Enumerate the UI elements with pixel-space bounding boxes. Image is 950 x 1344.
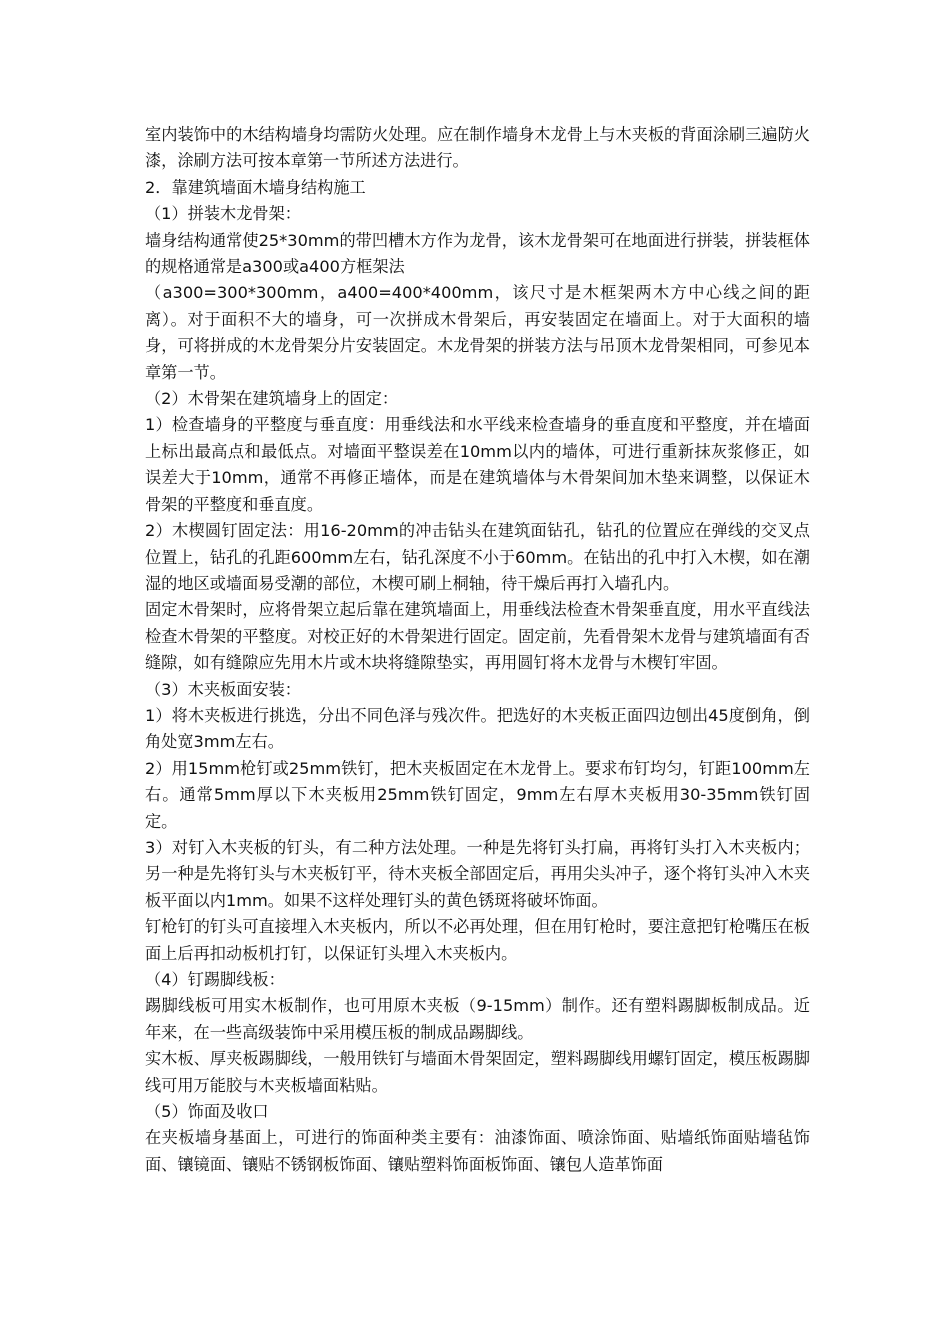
paragraph: 踢脚线板可用实木板制作，也可用原木夹板（9-15mm）制作。还有塑料踢脚板制成品。近年来，在一些高级装饰中采用模压板的制成品踢脚线。 (145, 996, 810, 1042)
paragraph: 实木板、厚夹板踢脚线，一般用铁钉与墙面木骨架固定，塑料踢脚线用螺钉固定，模压板踢脚线可用万能胶与木夹板墙面粘贴。 (145, 1049, 810, 1095)
paragraph: 2）木楔圆钉固定法：用16-20mm的冲击钻头在建筑面钻孔，钻孔的位置应在弹线的交叉点位置上，钻孔的孔距600mm左右，钻孔深度不小于60mm。在钻出的孔中打入木楔，如在潮湿的地区或墙面易受潮的部位，木楔可刷上桐轴，待干燥后再打入墙孔内。 (145, 521, 810, 593)
paragraph: 1）将木夹板进行挑选，分出不同色泽与残次件。把选好的木夹板正面四边刨出45度倒角，倒角处宽3mm左右。 (145, 705, 810, 752)
paragraph: 墙身结构通常使25*30mm的带凹槽木方作为龙骨，该木龙骨架可在地面进行拼装，拼装框体的规格通常是a300或a400方框架法 (145, 230, 810, 277)
document-body (145, 122, 810, 1178)
subheading-1: （1）拼装木龙骨架： (145, 204, 301, 224)
subheading-3: （3）木夹板面安装： (145, 679, 301, 699)
subheading-5: （5）饰面及收口 (145, 1102, 269, 1122)
paragraph: 在夹板墙身基面上，可进行的饰面种类主要有：油漆饰面、喷涂饰面、贴墙纸饰面贴墙毡饰面、镶镜面、镶贴不锈钢板饰面、镶贴塑料饰面板饰面、镶包人造革饰面 (145, 1128, 810, 1174)
paragraph: 2）用15mm枪钉或25mm铁钉，把木夹板固定在木龙骨上。要求布钉均匀，钉距100mm左右。通常5mm厚以下木夹板用25mm铁钉固定，9mm左右厚木夹板用30-35mm铁钉固定。 (145, 758, 810, 831)
subheading-2: （2）木骨架在建筑墙身上的固定： (145, 389, 399, 409)
section-heading-2: 2．靠建筑墙面木墙身结构施工 (145, 177, 366, 197)
paragraph: 1）检查墙身的平整度与垂直度：用垂线法和水平线来检查墙身的垂直度和平整度，并在墙面上标出最高点和最低点。对墙面平整误差在10mm以内的墙体，可进行重新抹灰浆修正，如误差大于10mm，通常不再修正墙体，而是在建筑墙体与木骨架间加木垫来调整，以保证木骨架的平整度和垂直度。 (145, 415, 810, 514)
subheading-4: （4）钉踢脚线板： (145, 970, 285, 989)
paragraph: （a300=300*300mm，a400=400*400mm，该尺寸是木框架两木方中心线之间的距离）。对于面积不大的墙身，可一次拼成木骨架后，再安装固定在墙面上。对于大面积的墙身，可将拼成的木龙骨架分片安装固定。木龙骨架的拼装方法与吊顶木龙骨架相同，可参见本章第一节。 (145, 283, 810, 382)
paragraph: 固定木骨架时，应将骨架立起后靠在建筑墙面上，用垂线法检查木骨架垂直度，用水平直线法检查木骨架的平整度。对校正好的木骨架进行固定。固定前，先看骨架木龙骨与建筑墙面有否缝隙，如有缝隙应先用木片或木块将缝隙垫实，再用圆钉将木龙骨与木楔钉牢固。 (145, 600, 810, 673)
paragraph-intro: 室内装饰中的木结构墙身均需防火处理。应在制作墙身木龙骨上与木夹板的背面涂刷三遍防火漆，涂刷方法可按本章第一节所述方法进行。 (145, 125, 810, 171)
paragraph: 3）对钉入木夹板的钉头，有二种方法处理。一种是先将钉头打扁，再将钉头打入木夹板内；另一种是先将钉头与木夹板钉平，待木夹板全部固定后，再用尖头冲子，逐个将钉头冲入木夹板平面以内1mm。如果不这样处理钉头的黄色锈斑将破坏饰面。 (145, 837, 810, 910)
paragraph: 钉枪钉的钉头可直接埋入木夹板内，所以不必再处理，但在用钉枪时，要注意把钉枪嘴压在板面上后再扣动板机打钉，以保证钉头埋入木夹板内。 (145, 917, 810, 963)
